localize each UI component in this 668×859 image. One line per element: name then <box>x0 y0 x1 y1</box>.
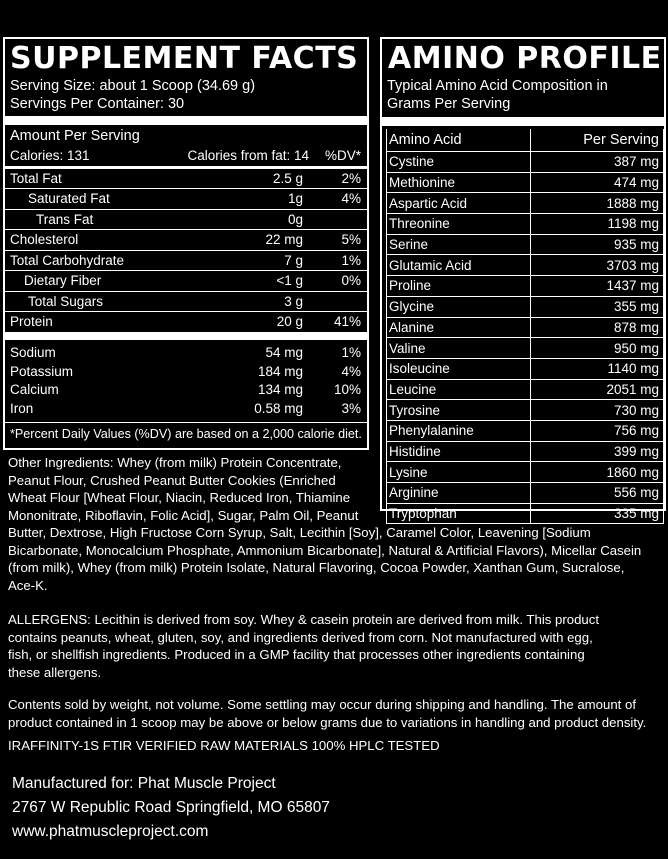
amino-subtitle-line-2: Grams Per Serving <box>387 96 511 112</box>
amino-row <box>387 152 664 173</box>
amino-acid-value: 1437 mg <box>531 276 664 297</box>
nutrient-amount: 2.5 g <box>272 170 303 186</box>
amino-acid-value: 730 mg <box>531 400 664 421</box>
mineral-row <box>5 399 367 418</box>
amino-acid-name: Serine <box>387 234 531 255</box>
amino-acid-value: 556 mg <box>531 483 664 504</box>
mineral-amount: 0.58 mg <box>254 400 303 416</box>
dv-footnote: *Percent Daily Values (%DV) are based on a 2,000 calorie diet. <box>10 426 362 441</box>
amino-acid-name: Histidine <box>387 441 531 462</box>
amino-acid-header: Amino Acid <box>387 129 531 152</box>
amount-per-serving-label: Amount Per Serving <box>10 127 140 144</box>
nutrient-amount: 7 g <box>284 252 303 268</box>
amino-acid-name: Glutamic Acid <box>387 255 531 276</box>
amino-profile-panel <box>380 37 666 522</box>
amino-acid-name: Threonine <box>387 214 531 235</box>
amino-subtitle-line-1: Typical Amino Acid Composition in <box>387 78 608 94</box>
nutrient-label: Total Carbohydrate <box>10 252 125 268</box>
nutrient-row <box>5 189 367 209</box>
nutrient-label: Dietary Fiber <box>24 273 102 289</box>
calories: Calories: 131 <box>10 148 90 164</box>
amino-acid-name: Phenylalanine <box>387 420 531 441</box>
per-serving-header: Per Serving <box>531 129 664 152</box>
dv-header: %DV* <box>324 148 361 164</box>
nutrient-amount: <1 g <box>276 273 303 289</box>
amino-acid-value: 355 mg <box>531 296 664 317</box>
servings-per-container: Servings Per Container: 30 <box>10 96 185 112</box>
verified-line: IRAFFINITY-1S FTIR VERIFIED RAW MATERIALS 100% HPLC TESTED <box>8 738 440 753</box>
manufacturer-name: Manufactured for: Phat Muscle Project <box>12 775 276 792</box>
calories-row <box>5 146 367 166</box>
amino-row <box>387 214 664 235</box>
amino-acid-value: 335 mg <box>531 503 664 524</box>
nutrient-amount: 1g <box>287 191 303 207</box>
amino-row <box>387 276 664 297</box>
ingredients-line: Mononitrate, Riboflavin, Folic Acid], Sugar, Palm Oil, Peanut <box>8 507 359 523</box>
mineral-label: Sodium <box>10 345 56 361</box>
amino-profile-title: AMINO PROFILE <box>388 41 662 76</box>
nutrient-label: Total Sugars <box>28 293 104 309</box>
amino-acid-name: Leucine <box>387 379 531 400</box>
manufacturer-website: www.phatmuscleproject.com <box>12 823 209 840</box>
other-ingredients <box>8 454 641 594</box>
nutrient-row <box>5 210 367 230</box>
nutrient-label: Total Fat <box>10 170 62 186</box>
amino-row <box>387 358 664 379</box>
ingredients-line: (from milk), Whey (from milk) Protein Isolate, Natural Flavoring, Cocoa Powder, Xanthan Gum, Sucralose, <box>8 560 625 575</box>
amino-acid-value: 1198 mg <box>531 214 664 235</box>
mineral-label: Calcium <box>10 382 59 398</box>
nutrient-amount: 3 g <box>284 293 303 309</box>
amino-acid-value: 1140 mg <box>531 358 664 379</box>
amino-acid-value: 935 mg <box>531 234 664 255</box>
nutrient-row <box>5 251 367 271</box>
amino-acid-value: 474 mg <box>531 172 664 193</box>
mineral-row <box>5 362 367 381</box>
nutrient-row <box>5 271 367 291</box>
amino-acid-name: Valine <box>387 338 531 359</box>
allergens-line: contains peanuts, wheat, gluten, soy, and ingredients derived from corn. Not manufactured with egg, <box>8 629 593 645</box>
amino-acid-name: Proline <box>387 276 531 297</box>
amino-row <box>387 193 664 214</box>
mineral-dv: 1% <box>341 345 361 361</box>
ingredients-line: Butter, Dextrose, High Fructose Corn Syrup, Salt, Lecithin [Soy], Caramel Color, Leavening [Sodium <box>8 525 591 540</box>
thick-divider <box>5 332 367 340</box>
allergens-line: ALLERGENS: Lecithin is derived from soy. Whey & casein protein are derived from milk. This product <box>8 612 599 627</box>
contents-line: Contents sold by weight, not volume. Some settling may occur during shipping and handling. The amount of <box>8 697 636 712</box>
nutrient-label: Cholesterol <box>10 232 79 248</box>
amino-acid-value: 878 mg <box>531 317 664 338</box>
mineral-dv: 4% <box>341 363 361 379</box>
amino-acid-name: Glycine <box>387 296 531 317</box>
amino-row <box>387 338 664 359</box>
nutrient-row <box>5 230 367 250</box>
nutrient-dv: 0% <box>341 273 361 289</box>
amino-acid-name: Aspartic Acid <box>387 193 531 214</box>
allergens-line: fish, or shellfish ingredients. Produced in a GMP facility that processes other ingredients containing <box>8 647 585 662</box>
amino-acid-name: Arginine <box>387 483 531 504</box>
mineral-label: Potassium <box>10 363 74 379</box>
thick-divider <box>382 117 664 126</box>
mineral-row <box>5 381 367 400</box>
amino-acid-value: 950 mg <box>531 338 664 359</box>
contents-line: product contained in 1 scoop may be above or below grams due to variations in handling and product density. <box>8 714 647 730</box>
mineral-dv: 3% <box>341 400 361 416</box>
amino-acid-value: 399 mg <box>531 441 664 462</box>
nutrient-row <box>5 292 367 312</box>
amino-acid-value: 756 mg <box>531 420 664 441</box>
contents-note <box>8 696 646 731</box>
amino-acid-name: Alanine <box>387 317 531 338</box>
nutrient-dv: 4% <box>341 191 361 207</box>
nutrient-dv: 41% <box>333 314 361 330</box>
ingredients-line: Ace-K. <box>8 577 48 593</box>
nutrient-row <box>5 169 367 189</box>
ingredients-line: Peanut Flour, Crushed Peanut Butter Cookies (Enriched <box>8 472 336 488</box>
mineral-amount: 134 mg <box>257 382 303 398</box>
allergens <box>8 611 599 681</box>
footnote-row <box>5 423 367 445</box>
amino-row <box>387 172 664 193</box>
amino-acid-value: 387 mg <box>531 152 664 173</box>
nutrient-amount: 20 g <box>276 314 303 330</box>
supplement-facts-panel <box>3 37 369 450</box>
nutrient-amount: 22 mg <box>265 232 303 248</box>
nutrient-list <box>5 169 367 332</box>
manufacturer-address: 2767 W Republic Road Springfield, MO 65807 <box>12 799 330 816</box>
ingredients-line: Other Ingredients: Whey (from milk) Protein Concentrate, <box>8 455 342 470</box>
nutrient-label: Protein <box>10 314 53 330</box>
nutrient-dv: 5% <box>341 232 361 248</box>
amino-acid-value: 3703 mg <box>531 255 664 276</box>
amino-acid-name: Lysine <box>387 462 531 483</box>
calories-from-fat: Calories from fat: 14 <box>187 148 309 164</box>
amino-acid-value: 1860 mg <box>531 462 664 483</box>
mineral-amount: 184 mg <box>257 363 303 379</box>
supplement-facts-title: SUPPLEMENT FACTS <box>10 41 359 76</box>
thick-divider <box>5 116 367 125</box>
nutrient-label: Saturated Fat <box>28 191 110 207</box>
mineral-label: Iron <box>10 400 34 416</box>
serving-size: Serving Size: about 1 Scoop (34.69 g) <box>10 78 256 94</box>
amino-acid-value: 2051 mg <box>531 379 664 400</box>
amino-acid-name: Tryptophan <box>387 503 531 524</box>
amino-row <box>387 400 664 421</box>
amino-row <box>387 255 664 276</box>
mineral-dv: 10% <box>333 382 361 398</box>
amino-row <box>387 296 664 317</box>
amino-acid-value: 1888 mg <box>531 193 664 214</box>
amino-acid-name: Isoleucine <box>387 358 531 379</box>
nutrient-amount: 0g <box>287 211 303 227</box>
ingredients-line: Bicarbonate, Monocalcium Phosphate, Ammonium Bicarbonate], Natural & Artificial Flavors), Micellar Casein <box>8 542 642 558</box>
mineral-amount: 54 mg <box>265 345 303 361</box>
amino-acid-name: Cystine <box>387 152 531 173</box>
amino-acid-name: Methionine <box>387 172 531 193</box>
manufacturer-block <box>12 772 330 844</box>
allergens-line: these allergens. <box>8 664 102 680</box>
amino-row <box>387 234 664 255</box>
amount-per-serving <box>5 125 367 146</box>
amino-acid-name: Tyrosine <box>387 400 531 421</box>
verified-line-block <box>8 737 440 755</box>
nutrient-row <box>5 312 367 332</box>
nutrient-label: Trans Fat <box>36 211 94 227</box>
nutrient-dv: 1% <box>341 252 361 268</box>
nutrient-dv: 2% <box>341 170 361 186</box>
mineral-row <box>5 344 367 363</box>
mineral-list <box>5 340 367 422</box>
amino-row <box>387 317 664 338</box>
amino-row <box>387 420 664 441</box>
ingredients-line: Wheat Flour [Wheat Flour, Niacin, Reduced Iron, Thiamine <box>8 490 351 505</box>
amino-row <box>387 379 664 400</box>
amino-header-row <box>387 129 664 152</box>
